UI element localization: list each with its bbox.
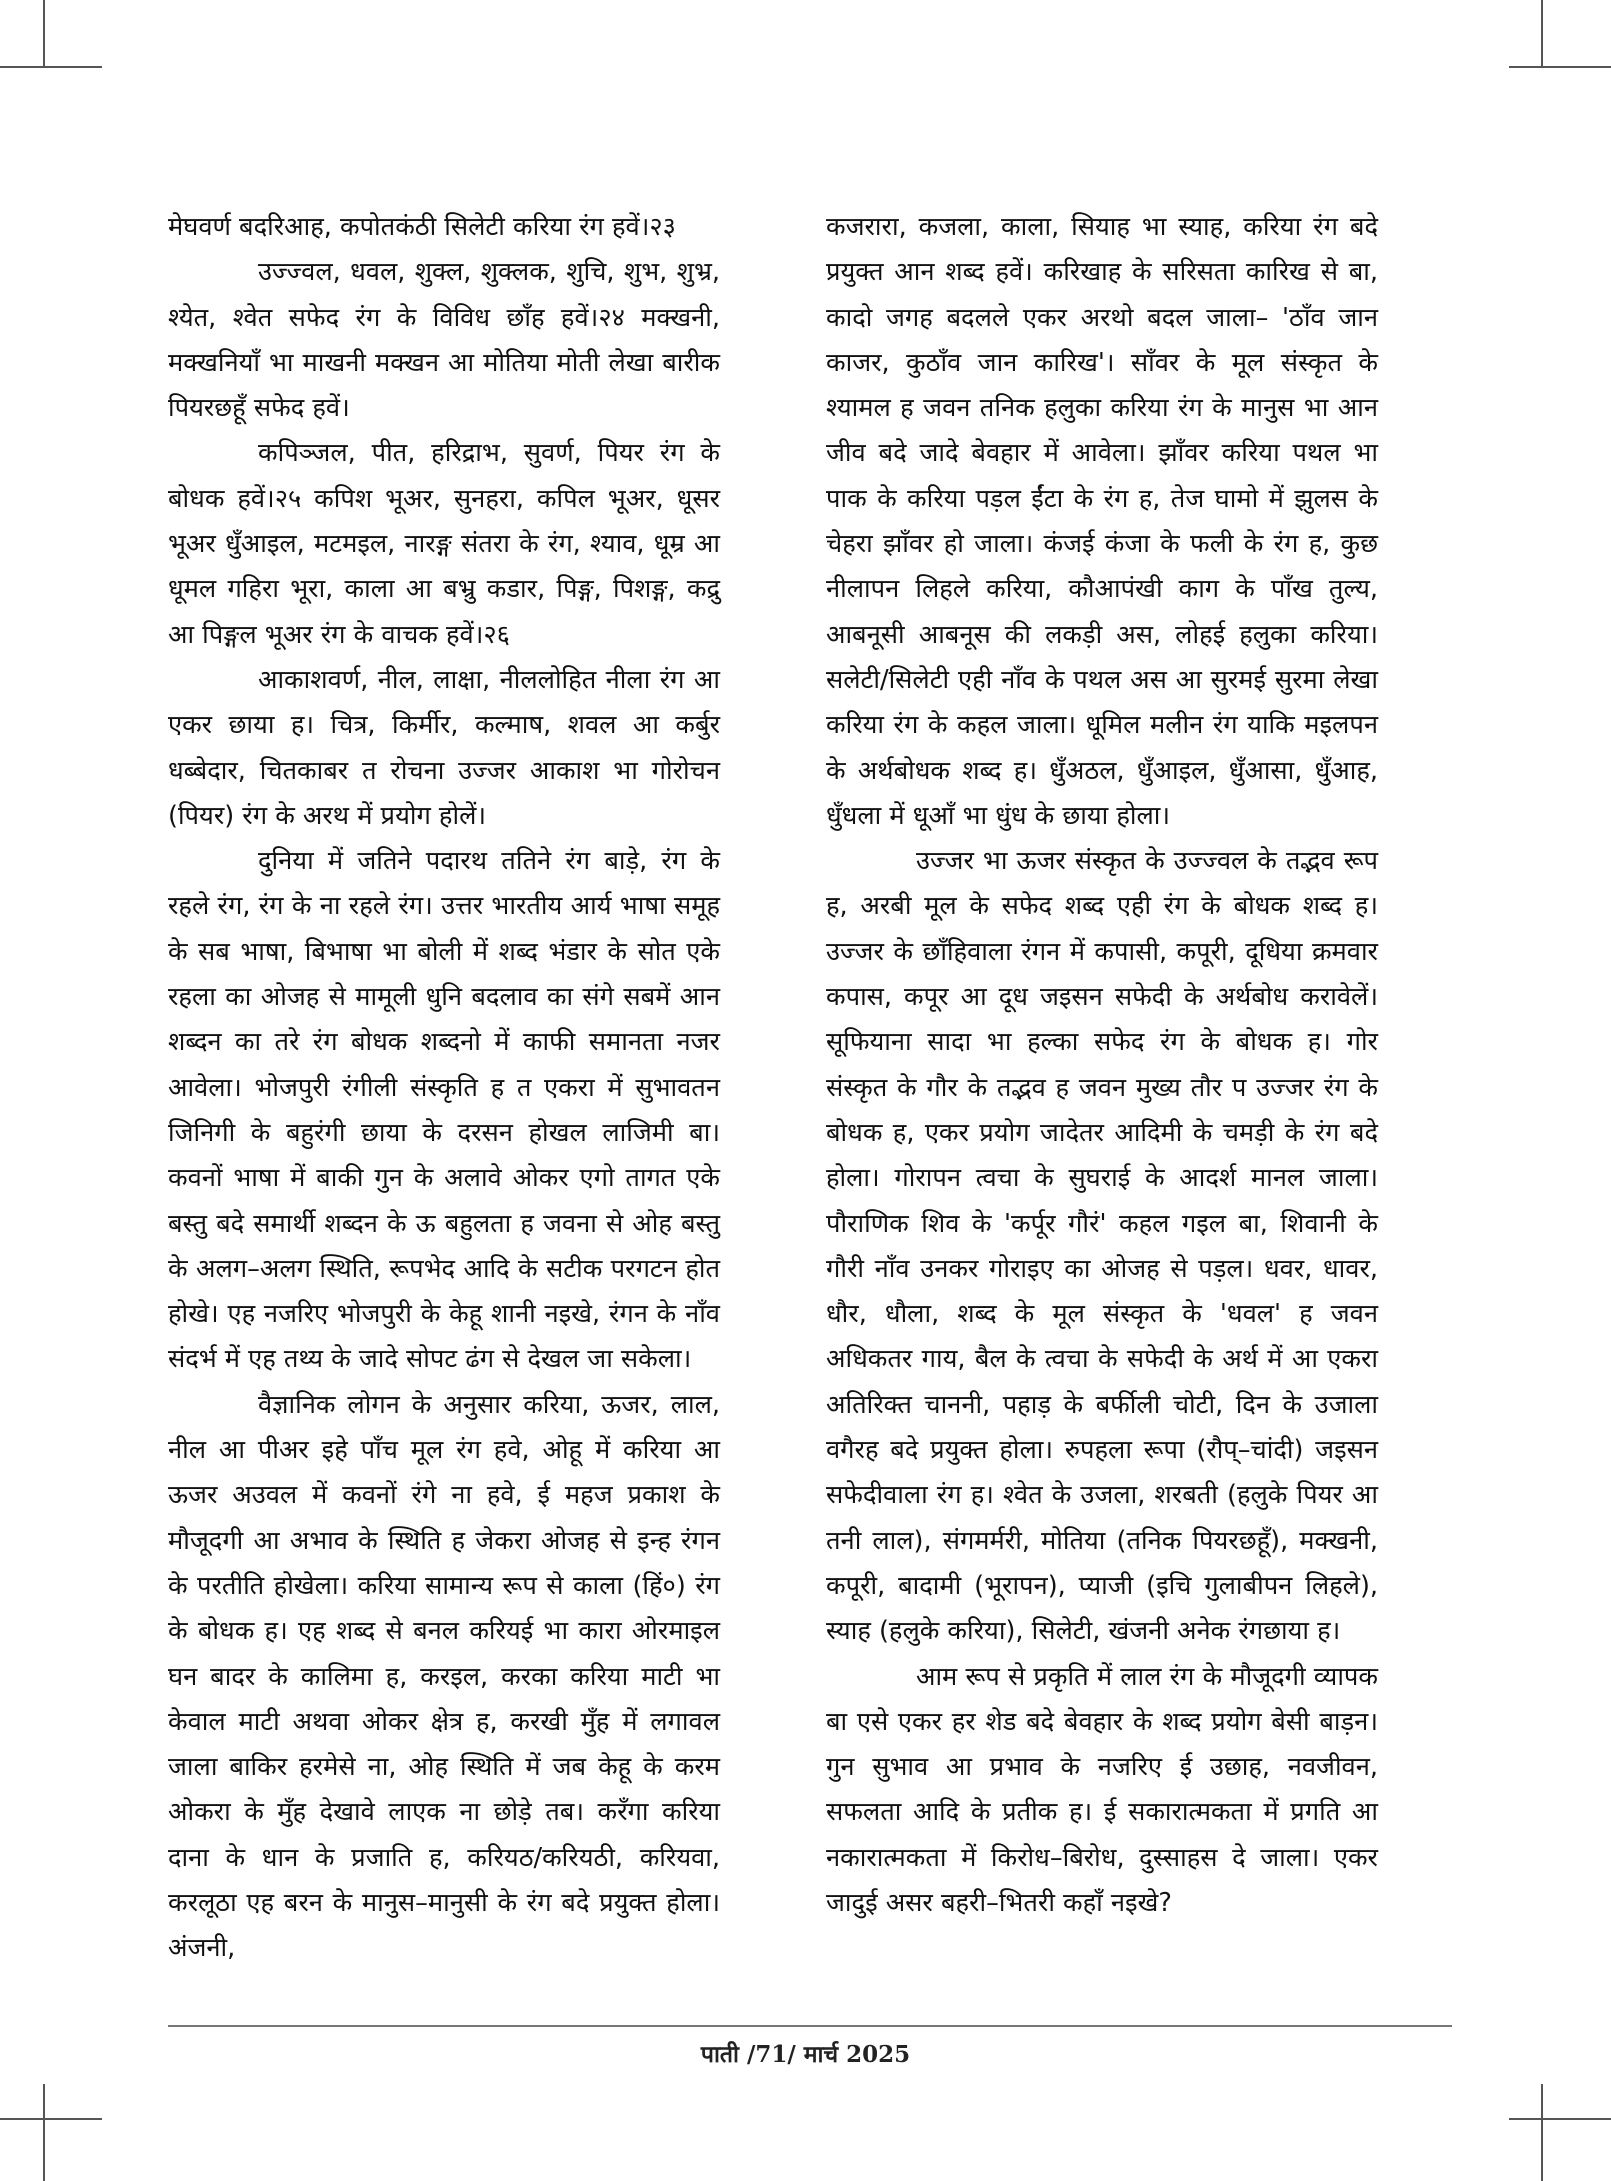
- crop-mark: [1541, 0, 1543, 66]
- crop-mark: [0, 66, 102, 68]
- crop-mark: [1541, 2084, 1543, 2181]
- paragraph: मेघवर्ण बदरिआह, कपोतकंठी सिलेटी करिया रंग हवें।२३: [168, 212, 676, 242]
- paragraph: आम रूप से प्रकृति में लाल रंग के मौजूदगी व्यापक बा एसे एकर हर शेड बदे बेवहार के शब्द प्रयोग बेसी बाड़न। गुन सुभाव आ प्रभाव के नजरिए ई उछाह, नवजीवन, सफलता आदि के प्रतीक ह। ई सकारात्मकता में प्रगति आ नकारात्मकता में किरोध–बिरोध, दुस्साहस दे जाला। एकर जादुई असर बहरी–भितरी कहाँ नइखे?: [826, 1661, 1378, 1918]
- crop-mark: [1509, 66, 1611, 68]
- crop-mark: [0, 2118, 102, 2120]
- left-column: [168, 205, 720, 1972]
- paragraph: कपिञ्जल, पीत, हरिद्राभ, सुवर्ण, पियर रंग के बोधक हवें।२५ कपिश भूअर, सुनहरा, कपिल भूअर, धूसर भूअर धुँआइल, मटमइल, नारङ्ग संतरा के रंग, श्याव, धूम्र आ धूमल गहिरा भूरा, काला आ बभ्रु कडार, पिङ्ग, पिशङ्ग, कद्रु आ पिङ्गल भूअर रंग के वाचक हवें।२६: [168, 438, 720, 650]
- right-column: [826, 205, 1378, 1926]
- paragraph: कजरारा, कजला, काला, सियाह भा स्याह, करिया रंग बदे प्रयुक्त आन शब्द हवें। करिखाह के सरिसता कारिख से बा, कादो जगह बदलले एकर अरथो बदल जाला– 'ठाँव जान काजर, कुठाँव जान कारिख'। साँवर के मूल संस्कृत के श्यामल ह जवन तनिक हलुका करिया रंग के मानुस भा आन जीव बदे जादे बेवहार में आवेला। झाँवर करिया पथल भा पाक के करिया पड़ल ईंटा के रंग ह, तेज घामो में झुलस के चेहरा झाँवर हो जाला। कंजई कंजा के फली के रंग ह, कुछ नीलापन लिहले करिया, कौआपंखी काग के पाँख तुल्य, आबनूसी आबनूस की लकड़ी अस, लोहई हलुका करिया। सलेटी/सिलेटी एही नाँव के पथल अस आ सुरमई सुरमा लेखा करिया रंग के कहल जाला। धूमिल मलीन रंग याकि मइलपन के अर्थबोधक शब्द ह। धुँअठल, धुँआइल, धुँआसा, धुँआह, धुँधला में धूआँ भा धुंध के छाया होला।: [826, 212, 1378, 831]
- paragraph: उज्ज्वल, धवल, शुक्ल, शुक्लक, शुचि, शुभ, शुभ्र, श्येत, श्वेत सफेद रंग के विविध छाँह हवें।२४ मक्खनी, मक्खनियाँ भा माखनी मक्खन आ मोतिया मोती लेखा बारीक पियरछहूँ सफेद हवें।: [168, 257, 720, 424]
- crop-mark: [43, 2084, 45, 2181]
- footer-rule: [168, 2025, 1452, 2027]
- paragraph: वैज्ञानिक लोगन के अनुसार करिया, ऊजर, लाल, नील आ पीअर इहे पाँच मूल रंग हवे, ओहू में करिया आ ऊजर अउवल में कवनों रंगे ना हवे, ई महज प्रकाश के मौजूदगी आ अभाव के स्थिति ह जेकरा ओजह से इन्ह रंगन के परतीति होखेला। करिया सामान्य रूप से काला (हिं०) रंग के बोधक ह। एह शब्द से बनल करियई भा कारा ओरमाइल घन बादर के कालिमा ह, करइल, करका करिया माटी भा केवाल माटी अथवा ओकर क्षेत्र ह, करखी मुँह में लगावल जाला बाकिर हरमेसे ना, ओह स्थिति में जब केहू के करम ओकरा के मुँह देखावे लाएक ना छोड़े तब। करँगा करिया दाना के धान के प्रजाति ह, करियठ/करियठी, करियवा, करलूठा एह बरन के मानुस–मानुसी के रंग बदे प्रयुक्त होला। अंजनी,: [168, 1389, 720, 1964]
- page-footer: पाती /71/ मार्च 2025: [700, 2041, 911, 2068]
- crop-mark: [43, 0, 45, 66]
- paragraph: आकाशवर्ण, नील, लाक्षा, नीललोहित नीला रंग आ एकर छाया ह। चित्र, किर्मीर, कल्माष, शवल आ कर्बुर धब्बेदार, चितकाबर त रोचना उज्जर आकाश भा गोरोचन (पियर) रंग के अरथ में प्रयोग होलें।: [168, 664, 720, 831]
- paragraph: दुनिया में जतिने पदारथ ततिने रंग बाड़े, रंग के रहले रंग, रंग के ना रहले रंग। उत्तर भारतीय आर्य भाषा समूह के सब भाषा, बिभाषा भा बोली में शब्द भंडार के सोत एके रहला का ओजह से मामूली धुनि बदलाव का संगे सबमें आन शब्दन का तरे रंग बोधक शब्दनो में काफी समानता नजर आवेला। भोजपुरी रंगीली संस्कृति ह त एकरा में सुभावतन जिनिगी के बहुरंगी छाया के दरसन होखल लाजिमी बा। कवनों भाषा में बाकी गुन के अलावे ओकर एगो तागत एके बस्तु बदे समार्थी शब्दन के ऊ बहुलता ह जवना से ओह बस्तु के अलग–अलग स्थिति, रूपभेद आदि के सटीक परगटन होत होखे। एह नजरिए भोजपुरी के केहू शानी नइखे, रंगन के नाँव संदर्भ में एह तथ्य के जादे सोपट ढंग से देखल जा सकेला।: [168, 846, 720, 1375]
- crop-mark: [1509, 2118, 1611, 2120]
- paragraph: उज्जर भा ऊजर संस्कृत के उज्ज्वल के तद्भव रूप ह, अरबी मूल के सफेद शब्द एही रंग के बोधक शब्द ह। उज्जर के छाँहिवाला रंगन में कपासी, कपूरी, दूधिया क्रमवार कपास, कपूर आ दूध जइसन सफेदी के अर्थबोध करावेलें। सूफियाना सादा भा हल्का सफेद रंग के बोधक ह। गोर संस्कृत के गौर के तद्भव ह जवन मुख्य तौर प उज्जर रंग के बोधक ह, एकर प्रयोग जादेतर आदिमी के चमड़ी के रंग बदे होला। गोरापन त्वचा के सुघराई के आदर्श मानल जाला। पौराणिक शिव के 'कर्पूर गौरं' कहल गइल बा, शिवानी के गौरी नाँव उनकर गोराइए का ओजह से पड़ल। धवर, धावर, धौर, धौला, शब्द के मूल संस्कृत के 'धवल' ह जवन अधिकतर गाय, बैल के त्वचा के सफेदी के अर्थ में आ एकरा अतिरिक्त चाननी, पहाड़ के बर्फीली चोटी, दिन के उजाला वगैरह बदे प्रयुक्त होला। रुपहला रूपा (रौप्–चांदी) जइसन सफेदीवाला रंग ह। श्वेत के उजला, शरबती (हलुके पियर आ तनी लाल), संगमर्मरी, मोतिया (तनिक पियरछहूँ), मक्खनी, कपूरी, बादामी (भूरापन), प्याजी (इचि गुलाबीपन लिहले), स्याह (हलुके करिया), सिलेटी, खंजनी अनेक रंगछाया ह।: [826, 846, 1378, 1647]
